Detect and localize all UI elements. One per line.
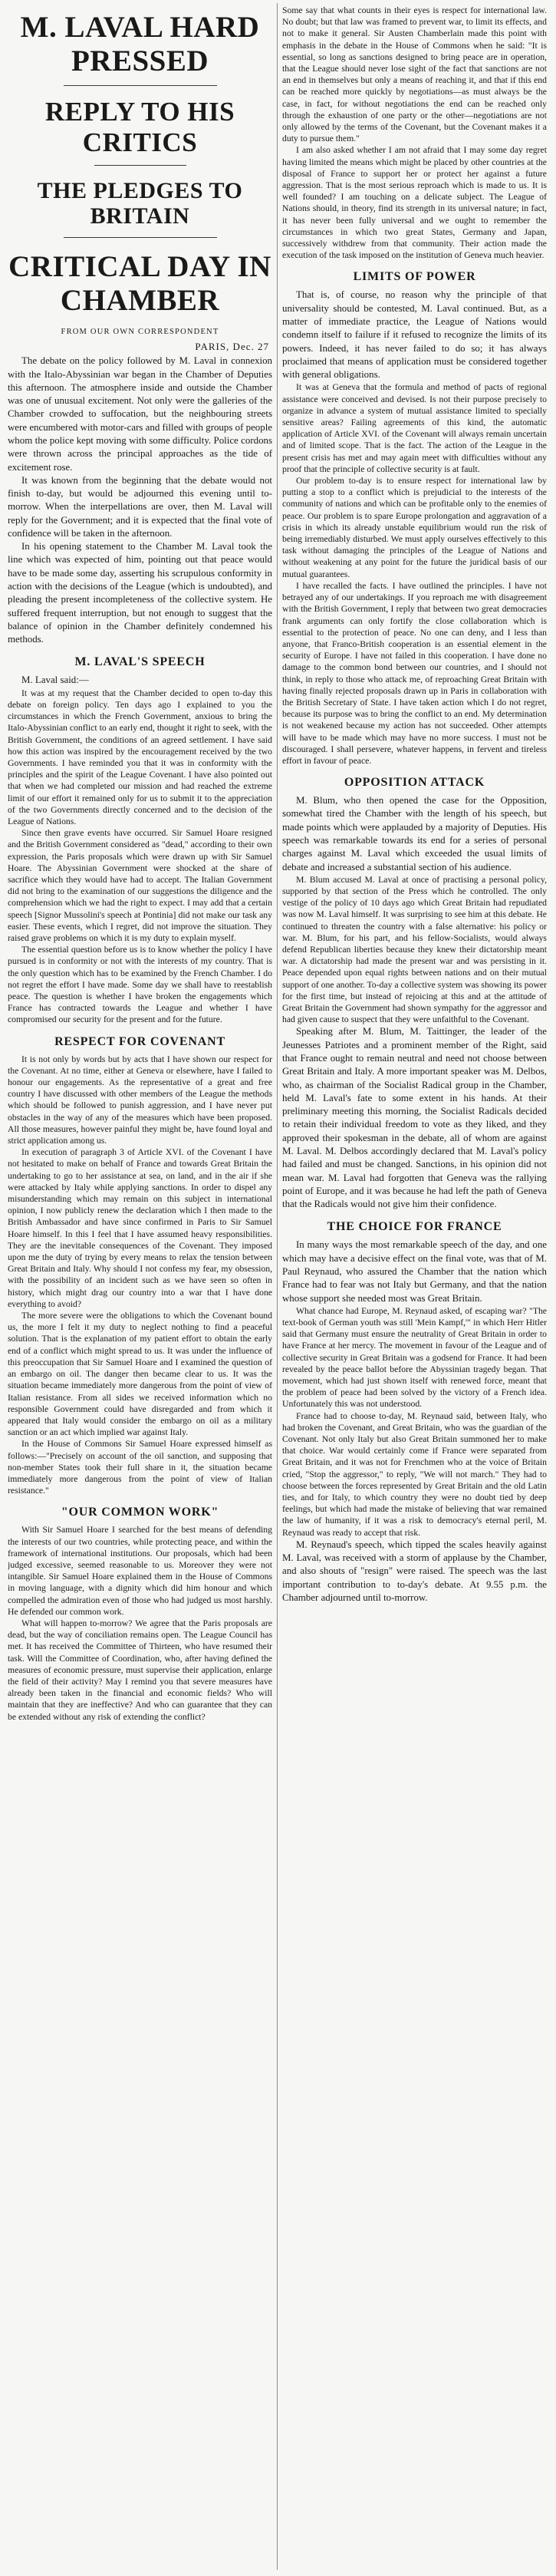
article-paragraph: M. Blum accused M. Laval at once of practising a personal policy, supported by that section of the Press which he controlled. The only vestige of the policy of 10 days ago which Great Britain had repudiated was now M. Laval himself. It was surprising to see him at this debate. He continued to threaten the country with a false alternative: his policy or war. M. Blum, for his part, and his fellow-Socialists, would always defend Republican liberties because they knew their dictatorship meant war. A dictatorship had made the present war and was persisting in it. Peace depended upon equal rights between nations and on their mutual support of one another. To-day a collective system was showing its power for the first time, but instead of rejoicing at this and at the attitude of Great Britain the Government had shown sympathy for the aggressor and had given cause to suspect that they were unfaithful to the Covenant. (282, 874, 547, 1025)
byline: FROM OUR OWN CORRESPONDENT (61, 328, 219, 337)
article-paragraph: I am also asked whether I am not afraid that I may some day regret having limited the means which might be placed by other countries at the disposal of France to support her or protect her against a future aggression. That is the most serious reproach which is made to us. It is well founded? I am touching on a delicate subject. The League of Nations should, in theory, find its strength in its universal nature; in fact, it has never been fully universal and we ought to remember the circumstances in which two great States, Germany and Japan, successively withdrew from that community. Their action made the execution of the task imposed on the institution of Geneva much heavier. (282, 145, 547, 261)
subheading-choice-france: THE CHOICE FOR FRANCE (327, 1220, 502, 1234)
subheading-laval-speech: M. LAVAL'S SPEECH (74, 655, 206, 669)
headline-main: M. LAVAL HARD PRESSED (20, 11, 260, 78)
article-paragraph: In execution of paragraph 3 of Article XVI. of the Covenant I have not hesitated to make on behalf of France and towards Great Britain the undertaking to go to her assistance at sea, on land, and in the air if she were attacked by Italy while applying sanctions. In order to dispel any misunderstanding which may remain on this subject in international opinion, I now publicly renew the declaration which I then made to the British Ambassador and have since confirmed in Paris to Sir Samuel Hoare himself. In this I feel that I have assumed heavy responsibilities. They are the inevitable consequences of the Covenant. They imposed upon me the duty of trying by every means to relax the tension between Great Britain and Italy. Why should I not confess my fear, my obsession, with the possibility of an incident such as we have seen so often in history, which might drag our country into a war that I have done everything to avoid? (8, 1147, 272, 1309)
article-paragraph: With Sir Samuel Hoare I searched for the best means of defending the interests of our two countries, while protecting peace, and within the framework of international institutions. Our proposals, which had been judged excessive, seemed reasonable to us. Moreover they were not intangible. Sir Samuel Hoare explained them in the House of Commons in moving language, with a dignity which did him honour and which compelled the admiration even of those who had judged us most harshly. He defended our common work. (8, 1525, 272, 1617)
subheading-opposition-attack: OPPOSITION ATTACK (344, 776, 485, 790)
right-column (282, 5, 547, 2576)
headline-rule (64, 85, 217, 86)
headline-fourth: CRITICAL DAY IN CHAMBER (8, 249, 271, 317)
headline-second: REPLY TO HIS CRITICS (44, 97, 235, 157)
left-column (8, 5, 272, 2576)
column-divider (277, 3, 278, 2570)
article-paragraph: Speaking after M. Blum, M. Taittinger, the leader of the Jeunesses Patriotes and a prominent member of the Right, said that France ought to remain neutral and need not choose between Great Britain and Italy. A more important speaker was M. Delbos, who, as chairman of the Socialist Radical group in the Chamber, held M. Laval's fate to some extent in his hands. At their preliminary meeting this morning, the Socialist Radicals decided to retain their individual freedom to vote as they liked, and they approved their spokesman in the debate, all of whom are against M. Laval. M. Delbos accordingly declared that M. Laval's policy had failed and must be changed. Sanctions, in his opinion did not mean war. M. Laval had forgotten that Geneva was the rallying point of Europe, and it was because he had left the path of Geneva that the Radicals would not give him their confidence. (282, 1026, 547, 1210)
article-paragraph: Our problem to-day is to ensure respect for international law by putting a stop to a conflict which is prejudicial to the interests of the community of nations and which can be profitable only to the enemies of peace. Our problem is to spare Europe prolongation and aggravation of a crisis in which its already unstable equilibrium would run the risk of being irremediably disturbed. We must apply ourselves effectively to this task without damaging the principles of the League of Nations and without weakening at any point for the future the juridical basis of our mutual guarantees. (282, 476, 547, 579)
article-paragraph: The more severe were the obligations to which the Covenant bound us, the more I felt it my duty to neglect nothing to find a peaceful solution. That is the explanation of my patient effort to obtain the early end of a conflict which might spread to us. It was under the influence of this preoccupation that Sir Samuel Hoare and I examined the question of an embargo on oil. The danger then became clear to us. It was the situation became immediately more dangerous from the point of view of Italian resistance. From all sides we received information which no responsible Government could have disregarded and from which it appeared that Italy would consider the embargo on oil as a military sanction or an act which implied war against Italy. (8, 1311, 272, 1438)
article-paragraph: That is, of course, no reason why the principle of that universality should be contested, M. Laval continued. But, as a matter of immediate practice, the League of Nations would condemn itself to failure if it refused to recognize the limits of its powers. Indeed, it has never failed to do so; it has always proclaimed that means of application must be considered together with general obligations. (282, 289, 547, 381)
article-paragraph: It was at my request that the Chamber decided to open to-day this debate on foreign policy. Ten days ago I explained to you the circumstances in which the French Government, anxious to bring the Italo-Abyssinian conflict to an early end, thought it right to seek, with the British Government, the conditions of an agreed settlement. I have said how this action was inspired by the encouragement received by the two Governments. I have reminded you that it was in conformity with the principles and the spirit of the League Covenant. I have also pointed out that when we had completed our mission and had reached the extreme limit of our effort it remained only for us to submit it to the appreciation of the two Governments directly concerned and to the decision of the League of Nations. (8, 688, 272, 826)
headline-rule (64, 237, 217, 238)
article-paragraph: It was at Geneva that the formula and method of pacts of regional assistance were conceived and devised. Is not their purpose precisely to organize in advance a system of mutual assistance limited to specially sensitive areas? Failing agreements of this kind, the automatic application of Article XVI. of the Covenant will always remain uncertain and of limited scope. That is the fact. The action of the League in the present crisis has met and may again meet with difficulties without any proof that the principle of collective security is at fault. (282, 382, 547, 474)
headline-third: THE PLEDGES TO BRITAIN (37, 177, 243, 229)
article-paragraph: The debate on the policy followed by M. Laval in connexion with the Italo-Abyssinian war began in the Chamber of Deputies this afternoon. The atmosphere inside and outside the Chamber was one of unusual excitement. Not only were the galleries of the Chamber crowded to suffocation, but the neighbouring streets were encumbered with motor-cars and filled with groups of people whom the police kept moving with some difficulty. Police cordons were thrown across the principal approaches as the tide of excitement rose. (8, 355, 272, 473)
article-paragraph: It was known from the beginning that the debate would not finish to-day, but would be adjourned this evening until to-morrow. When the interpellations are over, then M. Laval will reply for the Government; and it is expected that the final vote of confidence will be taken in the afternoon. (8, 474, 272, 539)
dateline: PARIS, Dec. 27 (195, 341, 269, 353)
article-paragraph: M. Blum, who then opened the case for the Opposition, somewhat tired the Chamber with the length of his speech, but made points which were applauded by a majority of Deputies. His speech was remarkable towards its end for a series of personal charges against M. Laval which exceeded the usual limits of debate and increased a substantial section of his audience. (282, 795, 547, 872)
subheading-respect-covenant: RESPECT FOR COVENANT (54, 1034, 225, 1048)
article-paragraph: France had to choose to-day, M. Reynaud said, between Italy, who had broken the Covenant, and Great Britain, who was the guardian of the Covenant. Not only Italy but also Great Britain summoned her to make that choice. War would certainly come if France were separated from Great Britain, and it was not for Frenchmen who at the voice of Britain cried, "Stop the aggressor," to reply, "We will not march." They had to choose between the forces represented by Great Britain and the old Latin ties, and for Italy, to which country they were no doubt tied by deep feelings, but which had made the mistake of believing that war remained the law of humanity, if it was a risk to democracy's eternal peril, M. Reynaud was ready to accept that risk. (282, 1410, 547, 1538)
article-paragraph: What will happen to-morrow? We agree that the Paris proposals are dead, but the way of conciliation remains open. The League Council has met. It has received the Committee of Thirteen, who have resumed their task. Will the Committee of Coordination, who, after having defined the measures of economic pressure, must supervise their application, enlarge the field of their activity? May I remind you that severe measures have already been taken in the financial and economic fields? Who will maintain that they are ineffective? And who can guarantee that they can be extended without any risk of extending the conflict? (8, 1618, 272, 1722)
article-paragraph: What chance had Europe, M. Reynaud asked, of escaping war? "The text-book of German youth was still 'Mein Kampf,'" in which Herr Hitler said that Germany must ensure the neutrality of Great Britain in order to have France at her mercy. The movement in favour of the League and of collective security in Great Britain was a godsend for France. It had been revealed by the peace ballot before the Abyssinian tragedy began. That movement, which had just shown itself with renewed force, meant that the problem of peace had been solved by the victory of a French idea. Unfortunately this was not understood. (282, 1305, 547, 1410)
subheading-limits-power: LIMITS OF POWER (353, 270, 476, 284)
article-paragraph: In the House of Commons Sir Samuel Hoare expressed himself as follows:—"Precisely on account of the oil sanction, and supposing that non-member States took their full share in it, the situation became immediately more dangerous from the point of view of Italian resistance." (8, 1439, 272, 1496)
speech-intro: M. Laval said:— (21, 675, 89, 686)
article-paragraph: M. Reynaud's speech, which tipped the scales heavily against M. Laval, was received with a storm of applause by the Chamber, and also shouts of "resign" were raised. The speech was the last important contribution to to-day's debate. At 9.55 p.m. the Chamber adjourned until to-morrow. (282, 1539, 547, 1603)
article-paragraph: I have recalled the facts. I have outlined the principles. I have not betrayed any of our undertakings. If you reproach me with disagreement with the British Government, I reply that between two great democracies frank arguments can only fortify the close collaboration which is essential to the protection of peace. No one can deny, and I less than anyone, that Franco-British cooperation is an essential element in the security of Europe. I have not failed in this cooperation. I have done no damage to the common bond between our countries, and I should not think, in reply to those who attack me, of reproaching Great Britain with having finally rejected proposals drawn up in Paris in collaboration with the British Secretary of State. I have taken action which I do not regret, because its purpose was to bring the conflict to an end. My determination is not weakened because my action has not succeeded. Other attempts will have to be made which may have no more success. I must not be discouraged. I shall persevere, whatever happens, in fervent and tireless effort in favour of peace. (282, 580, 547, 766)
article-paragraph: It is not only by words but by acts that I have shown our respect for the Covenant. At no time, either at Geneva or elsewhere, have I failed to honour our engagements. As the representative of a great and free country I have discussed with other members of the League the methods which should be followed to punish aggression, and I have never put obstacles in the way of any of the measures which have been proposed. All those measures, however painful they might be, have found loyal and strict application among us. (8, 1054, 272, 1146)
article-paragraph: Some say that what counts in their eyes is respect for international law. No doubt; but that law was framed to prevent war, to limit its effects, and not to make it general. Sir Austen Chamberlain made this point with emphasis in the debate in the House of Commons when he said: "It is essential, so long as sanctions designed to bring peace are in operation, that the League should never lose sight of the fact that sanctions are not an end in themselves but only a means of reaching it, and that if this end can be reached more quickly by negotiations—as must always be the case, in fact, for without negotiations the end can be reached only through the exhaustion of one party or the other—negotiations are not only allowed by the terms of the Covenant, but the Covenant makes it a duty to pursue them." (282, 5, 547, 144)
article-paragraph: In many ways the most remarkable speech of the day, and one which may have a decisive effect on the final vote, was that of M. Paul Reynaud, who assured the Chamber that the nation which France had to fear was not Italy but Germany, and that the nation whose support she needed most was Great Britain. (282, 1239, 547, 1304)
headline-rule (94, 165, 186, 166)
article-paragraph: In his opening statement to the Chamber M. Laval took the line which was expected of him, pointing out that peace would have to be made some day, asserting his scrupulous conformity in action with the decisions of the League (which is undoubted), and pleading the present incompleteness of the collective system. He suffered frequent interruption, but not enough to suggest that the balance of opinion in the Chamber definitely condemned his methods. (8, 541, 272, 645)
article-paragraph: The essential question before us is to know whether the policy I have pursued is in conformity or not with the interests of my country. That is the only question which has to be examined by the French Chamber. I do not regret the effort I have made. Some day we shall have to reestablish peace. The question is whether I have broken the engagements which France has contracted towards the League and whether I have compromised our security for the present and for the future. (8, 945, 272, 1025)
article-paragraph: Since then grave events have occurred. Sir Samuel Hoare resigned and the British Government considered as "dead," according to their own expression, the Paris proposals which were drawn up with Sir Samuel Hoare. The Abyssinian Government were shocked at the share of sacrifice which they would have had to accept. The Italian Government did not bring to the examination of our suggestions the diligence and the comprehension which we had the right to expect. I may add that a certain speech [Signor Mussolini's speech at Pontinia] did not make our task any easier. These events, which I regret, did not improve the situation. They raised grave problems on which it is my duty to explain myself. (8, 828, 272, 943)
subheading-common-work: "OUR COMMON WORK" (61, 1506, 219, 1519)
